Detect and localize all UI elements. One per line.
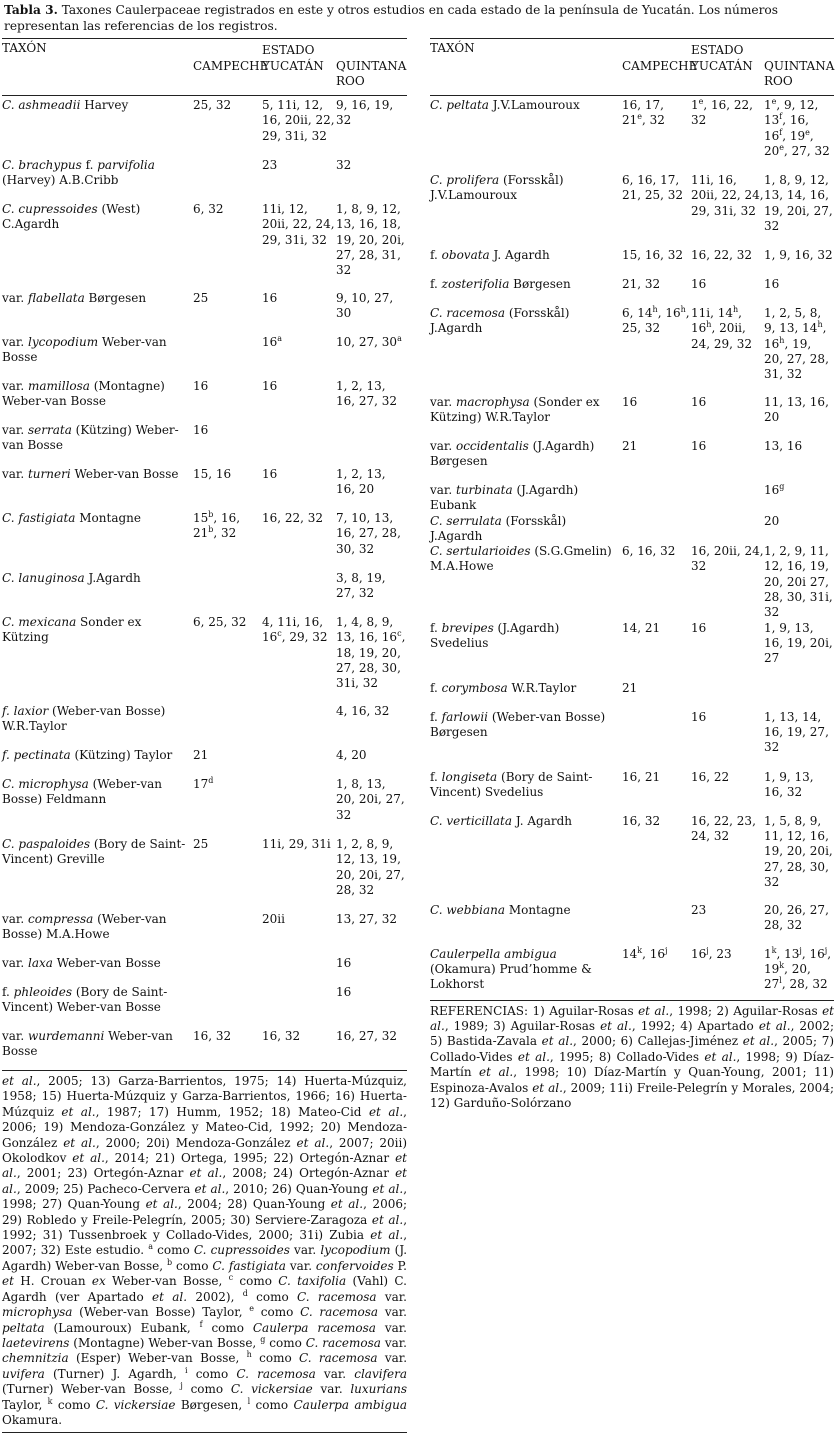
campeche-cell: 21, 32 [622,277,661,291]
table-row [2,467,407,511]
campeche-cell [622,710,691,770]
table-row [2,748,407,777]
quintana-roo-cell: 9, 10, 27, 30 [336,291,394,321]
campeche-cell: 14, 21 [622,620,661,635]
campeche-cell: 6, 14$^h$, 16$^h$, 25, 32 [622,305,690,336]
campeche-cell: 6, 32 [193,202,224,216]
right-table-column [430,38,834,1112]
table-row [2,98,407,158]
yucatan-cell: 5, 11i, 12, 16, 20ii, 22, 29, 31i, 32 [262,98,335,143]
campeche-cell: 25, 32 [193,98,232,112]
table-row [2,912,407,956]
table-row [2,511,407,571]
caption-text: Taxones Caulerpaceae registrados en este y otros estudios en cada estado de la península de Yucatán. Los números representan las referencias de los registros. [4,3,779,33]
yucatan-cell: 16 [691,709,707,724]
quintana-roo-cell: 16, 27, 32 [336,1029,398,1043]
yucatan-cell: 16 [691,395,707,409]
taxon-cell: var. turneri Weber-van Bosse [2,467,179,481]
campeche-cell: 16 [193,379,209,393]
campeche-cell: 25 [193,291,209,305]
table-row [2,158,407,202]
campeche-cell: 15, 16 [193,467,232,481]
quintana-roo-cell: 1, 9, 16, 32 [764,248,833,262]
yucatan-cell: 11i, 16, 20ii, 22, 24, 29, 31i, 32 [691,173,764,218]
header-estado: ESTADO [262,43,315,57]
taxon-cell: f. longiseta (Bory de Saint-Vincent) Svedelius [430,769,593,799]
table-row [2,379,407,423]
quintana-roo-cell: 1, 8, 13, 20, 20i, 27, 32 [336,777,405,822]
yucatan-cell [262,704,336,748]
table-row [2,423,407,467]
campeche-cell: 16, 32 [193,1029,232,1043]
taxon-cell: C. fastigiata Montagne [2,511,141,525]
yucatan-cell [262,423,336,467]
table-row [430,903,834,947]
yucatan-cell: 23 [262,158,278,172]
yucatan-cell [262,571,336,615]
quintana-roo-cell: 32 [336,158,352,172]
table-row [2,202,407,291]
taxon-cell: f. zosterifolia Børgesen [430,277,571,291]
quintana-roo-cell: 13, 16 [764,439,803,453]
yucatan-cell: 1e, 16, 22, 32 [691,97,753,128]
quintana-roo-cell: 1, 13, 14, 16, 19, 27, 32 [764,709,829,755]
quintana-roo-cell: 1$^k$, 13$^j$, 16$^j$, 19$^k$, 20, 27$^l$, 28, 32 [764,945,832,992]
taxon-cell: f. brevipes (J.Agardh) Svedelius [430,620,560,650]
campeche-cell: 21 [622,439,638,453]
table-row [430,621,834,681]
header-taxon: TAXÓN [2,41,47,55]
taxa-table-right [430,96,834,997]
taxon-cell: var. mamillosa (Montagne) Weber-van Bosse [2,379,165,409]
taxon-cell: C. webbiana Montagne [430,902,571,917]
taxon-cell: C. peltata J.V.Lamouroux [430,98,580,112]
yucatan-cell [691,681,764,710]
taxon-cell: var. lycopodium Weber-van Bosse [2,335,167,365]
campeche-cell [193,571,262,615]
quintana-roo-cell: 1, 9, 13, 16, 19, 20i, 27 [764,620,833,666]
taxon-cell: C. ashmeadii Harvey [2,98,129,112]
table-row [430,173,834,248]
caption-label: Tabla 3. [4,3,58,17]
campeche-cell: 25 [193,837,209,851]
campeche-cell [193,985,262,1029]
table-row [2,704,407,748]
yucatan-cell [691,514,764,545]
table-row [2,956,407,985]
campeche-cell: 14$^k$, 16$^j$ [622,945,668,961]
header-quintana-roo: QUINTANA ROO [764,59,835,88]
table-row [430,439,834,483]
table-row [430,514,834,545]
campeche-cell [193,956,262,985]
table-row [2,335,407,379]
taxon-cell: C. mexicana Sonder ex Kützing [2,615,142,645]
quintana-roo-cell: 16$^g$ [764,482,785,497]
table-header [2,39,407,95]
table-row [430,483,834,514]
table-row [430,947,834,999]
taxon-cell: f. pectinata (Kützing) Taylor [2,748,173,762]
yucatan-cell [262,985,336,1029]
yucatan-cell [262,777,336,837]
table-row [430,681,834,710]
left-table-column [2,38,407,1433]
quintana-roo-cell: 9, 16, 19, 32 [336,98,394,128]
yucatan-cell: 16, 22, 23, 24, 32 [691,813,756,843]
table-row [430,544,834,620]
campeche-cell [193,912,262,956]
taxa-table-left [2,96,407,1067]
quintana-roo-cell: 1, 9, 13, 16, 32 [764,769,814,799]
table-bottom-rule [2,1070,407,1071]
quintana-roo-cell: 1, 8, 9, 12, 13, 16, 18, 19, 20, 20i, 27, 28, 31, 32 [336,202,405,278]
table-row [430,395,834,439]
quintana-roo-cell: 20, 26, 27, 28, 32 [764,902,829,932]
quintana-roo-cell [764,681,834,710]
references-continued: et al., 2005; 13) Garza-Barrientos, 1975; 14) Huerta-Múzquiz, 1958; 15) Huerta-Múzquiz y Garza-Barrientos, 1966; 16) Huerta-Múzquiz et al., 1987; 17) Humm, 1952; 18) Mateo-Cid et al., 2006; 19) Mendoza-González y Mateo-Cid, 1992; 20) Mendoza-González et al., 2000; 20i) Mendoza-González et al., 2007; 20ii) Okolodkov et al., 2014; 21) Ortega, 1995; 22) Ortegón-Aznar et al., 2001; 23) Ortegón-Aznar et al., 2008; 24) Ortegón-Aznar et al., 2009; 25) Pacheco-Cervera et al., 2010; 26) Quan-Young et al., 1998; 27) Quan-Young et al., 2004; 28) Quan-Young et al., 2006; 29) Robledo y Freile-Pelegrín, 2005; 30) Serviere-Zaragoza et al., 1992; 31) Tussenbroek y Collado-Vides, 2000; 31i) Zubia et al., 2007; 32) Este estudio. $^a$ como C. cupressoides var. lycopodium (J. Agardh) Weber-van Bosse, $^b$ como C. fastigiata var. confervoides P. et H. Crouan ex Weber-van Bosse, $^c$ como C. taxifolia (Vahl) C. Agardh (ver Apartado et al. 2002), $^d$ como C. racemosa var. microphysa (Weber-van Bosse) Taylor, $^e$ como C. racemosa var. peltata (Lamouroux) Eubank, $^f$ como Caulerpa racemosa var. laetevirens (Montagne) Weber-van Bosse, $^g$ como C. racemosa var. chemnitzia (Esper) Weber-van Bosse, $^h$ como C. racemosa var. uvifera (Turner) J. Agardh, $^i$ como C. racemosa var. clavifera (Turner) Weber-van Bosse, $^j$ como C. vickersiae var. luxurians Taylor, $^k$ como C. vickersiae Børgesen, $^l$ como Caulerpa ambigua Okamura. [2,1074,408,1427]
yucatan-cell: 16, 20ii, 24, 32 [691,544,764,574]
campeche-cell [193,158,262,202]
taxon-cell: f. laxior (Weber-van Bosse) W.R.Taylor [2,704,166,734]
table-row [430,98,834,173]
taxon-cell: f. farlowii (Weber-van Bosse) Børgesen [430,709,606,739]
header-campeche: CAMPECHE [622,59,698,73]
quintana-roo-cell: 1, 2, 5, 8, 9, 13, 14$^h$, 16$^h$, 19, 20, 27, 28, 31, 32 [764,306,829,382]
table-row [2,571,407,615]
header-taxon: TAXÓN [430,41,475,55]
quintana-roo-cell: 1, 5, 8, 9, 11, 12, 16, 19, 20, 20i, 27, 28, 30, 32 [764,813,833,889]
yucatan-cell: 16, 22, 32 [262,511,324,525]
yucatan-cell: 16, 22, 32 [691,248,753,262]
table-row [2,777,407,837]
quintana-roo-cell: 10, 27, 30$^a$ [336,334,402,349]
yucatan-cell: 11i, 12, 20ii, 22, 24, 29, 31i, 32 [262,202,335,247]
taxon-cell: var. wurdemanni Weber-van Bosse [2,1029,173,1059]
campeche-cell: 16, 32 [622,813,661,828]
yucatan-cell: 16 [691,439,707,453]
yucatan-cell: 16, 32 [262,1029,301,1043]
quintana-roo-cell [336,423,407,467]
yucatan-cell: 16$^a$ [262,334,283,349]
yucatan-cell: 16 [262,379,278,393]
taxon-cell: f. phleoides (Bory de Saint-Vincent) Weber-van Bosse [2,985,168,1015]
table-row [2,615,407,704]
campeche-cell: 16, 17, 21e, 32 [622,98,665,128]
campeche-cell: 17$^d$ [193,776,214,791]
campeche-cell: 21 [622,680,638,695]
references: REFERENCIAS: 1) Aguilar-Rosas et al., 1998; 2) Aguilar-Rosas et al., 1989; 3) Aguilar-Rosas et al., 1992; 4) Apartado et al., 2002; 5) Bastida-Zavala et al., 2000; 6) Callejas-Jiménez et al., 2005; 7) Collado-Vides et al., 1995; 8) Collado-Vides et al., 1998; 9) Díaz-Martín et al., 1998; 10) Díaz-Martín y Quan-Young, 2001; 11) Espinoza-Avalos et al., 2009; 11i) Freile-Pelegrín y Morales, 2004; 12) Garduño-Solórzano [430,1003,835,1111]
yucatan-cell: 16 [262,291,278,305]
quintana-roo-cell: 16 [764,277,780,291]
campeche-cell: 6, 25, 32 [193,615,247,629]
yucatan-cell: 11i, 14$^h$, 16$^h$, 20ii, 24, 29, 32 [691,305,753,351]
quintana-roo-cell: 16 [336,985,352,999]
table-row [2,985,407,1029]
campeche-cell: 16 [622,395,638,409]
yucatan-cell: 4, 11i, 16, 16$^c$, 29, 32 [262,615,328,645]
taxon-cell: var. turbinata (J.Agardh) Eubank [430,483,579,513]
quintana-roo-cell: 1, 2, 13, 16, 27, 32 [336,379,398,409]
yucatan-cell: 20ii [262,912,285,926]
quintana-roo-cell: 1, 8, 9, 12, 13, 14, 16, 19, 20i, 27, 32 [764,173,833,233]
taxon-cell: C. prolifera (Forsskål) J.V.Lamouroux [430,173,564,203]
yucatan-cell: 16, 22 [691,769,730,784]
taxon-cell: var. occidentalis (J.Agardh) Børgesen [430,439,595,469]
taxon-cell: f. obovata J. Agardh [430,248,550,262]
campeche-cell: 6, 16, 32 [622,544,676,559]
taxon-cell: C. verticillata J. Agardh [430,813,573,828]
quintana-roo-cell: 4, 16, 32 [336,704,390,718]
taxon-cell: C. cupressoides (West) C.Agardh [2,202,141,232]
taxon-cell: C. lanuginosa J.Agardh [2,571,141,585]
table-row [2,291,407,335]
campeche-cell: 21 [193,748,209,762]
header-campeche: CAMPECHE [193,59,269,73]
campeche-cell: 16 [193,423,209,437]
taxon-cell: C. sertularioides (S.G.Gmelin) M.A.Howe [430,544,612,574]
campeche-cell [622,483,691,514]
quintana-roo-cell: 1, 2, 13, 16, 20 [336,467,386,497]
quintana-roo-cell: 1, 2, 8, 9, 12, 13, 19, 20, 20i, 27, 28, 32 [336,837,405,897]
table-row [430,710,834,770]
quintana-roo-cell: 1e, 9, 12, 13$^f$, 16, 16$^f$, 19e, 20e, 27, 32 [764,97,830,158]
quintana-roo-cell: 11, 13, 16, 20 [764,395,829,425]
yucatan-cell: 16$^j$, 23 [691,945,732,961]
taxon-cell: C. brachypus f. parvifolia (Harvey) A.B.Cribb [2,158,155,188]
taxon-cell: var. flabellata Børgesen [2,291,147,305]
yucatan-cell: 16 [691,620,707,635]
header-yucatan: YUCATÁN [691,59,753,73]
taxon-cell: var. compressa (Weber-van Bosse) M.A.Howe [2,912,167,942]
yucatan-cell [691,483,764,514]
table-row [430,248,834,277]
taxon-cell: var. laxa Weber-van Bosse [2,956,161,970]
yucatan-cell: 16 [691,277,707,291]
table-header [430,39,834,95]
campeche-cell: 6, 16, 17, 21, 25, 32 [622,173,684,203]
header-yucatan: YUCATÁN [262,59,324,73]
taxon-cell: var. macrophysa (Sonder ex Kützing) W.R.Taylor [430,395,600,425]
yucatan-cell: 16 [262,467,278,481]
quintana-roo-cell: 7, 10, 13, 16, 27, 28, 30, 32 [336,511,401,556]
taxon-cell: Caulerpella ambigua (Okamura) Prud’homme & Lokhorst [430,946,592,992]
header-quintana-roo: QUINTANA ROO [336,59,407,88]
table-row [430,814,834,903]
yucatan-cell [262,956,336,985]
campeche-cell: 15$^b$, 16, 21$^b$, 32 [193,510,241,541]
taxon-cell: C. paspaloides (Bory de Saint-Vincent) Greville [2,837,186,867]
table-row [2,1029,407,1069]
quintana-roo-cell: 1, 2, 9, 11, 12, 16, 19, 20, 20i 27, 28, 30, 31i, 32 [764,544,833,620]
table-row [430,770,834,814]
table-row [430,277,834,306]
yucatan-cell: 11i, 29, 31i [262,837,331,851]
header-estado: ESTADO [691,43,744,57]
taxon-cell: C. microphysa (Weber-van Bosse) Feldmann [2,777,162,807]
campeche-cell [622,903,691,947]
table-row [2,837,407,912]
quintana-roo-cell: 3, 8, 19, 27, 32 [336,571,386,601]
quintana-roo-cell: 4, 20 [336,748,367,762]
campeche-cell: 16, 21 [622,769,661,784]
table-caption [4,3,832,34]
campeche-cell [193,335,262,379]
table-bottom-rule [430,1000,834,1001]
quintana-roo-cell: 1, 4, 8, 9, 13, 16, 16$^c$, 18, 19, 20, 27, 28, 30, 31i, 32 [336,615,406,691]
table-row [430,306,834,395]
taxon-cell: var. serrata (Kützing) Weber-van Bosse [2,423,179,453]
taxon-cell: C. racemosa (Forsskål) J.Agardh [430,306,570,336]
campeche-cell [193,704,262,748]
yucatan-cell [262,748,336,777]
campeche-cell: 15, 16, 32 [622,248,684,262]
quintana-roo-cell: 13, 27, 32 [336,912,398,926]
quintana-roo-cell: 20 [764,513,780,528]
quintana-roo-cell: 16 [336,956,352,970]
campeche-cell [622,514,691,545]
taxon-cell: C. serrulata (Forsskål) J.Agardh [430,513,567,543]
yucatan-cell: 23 [691,902,707,917]
taxon-cell: f. corymbosa W.R.Taylor [430,680,577,695]
